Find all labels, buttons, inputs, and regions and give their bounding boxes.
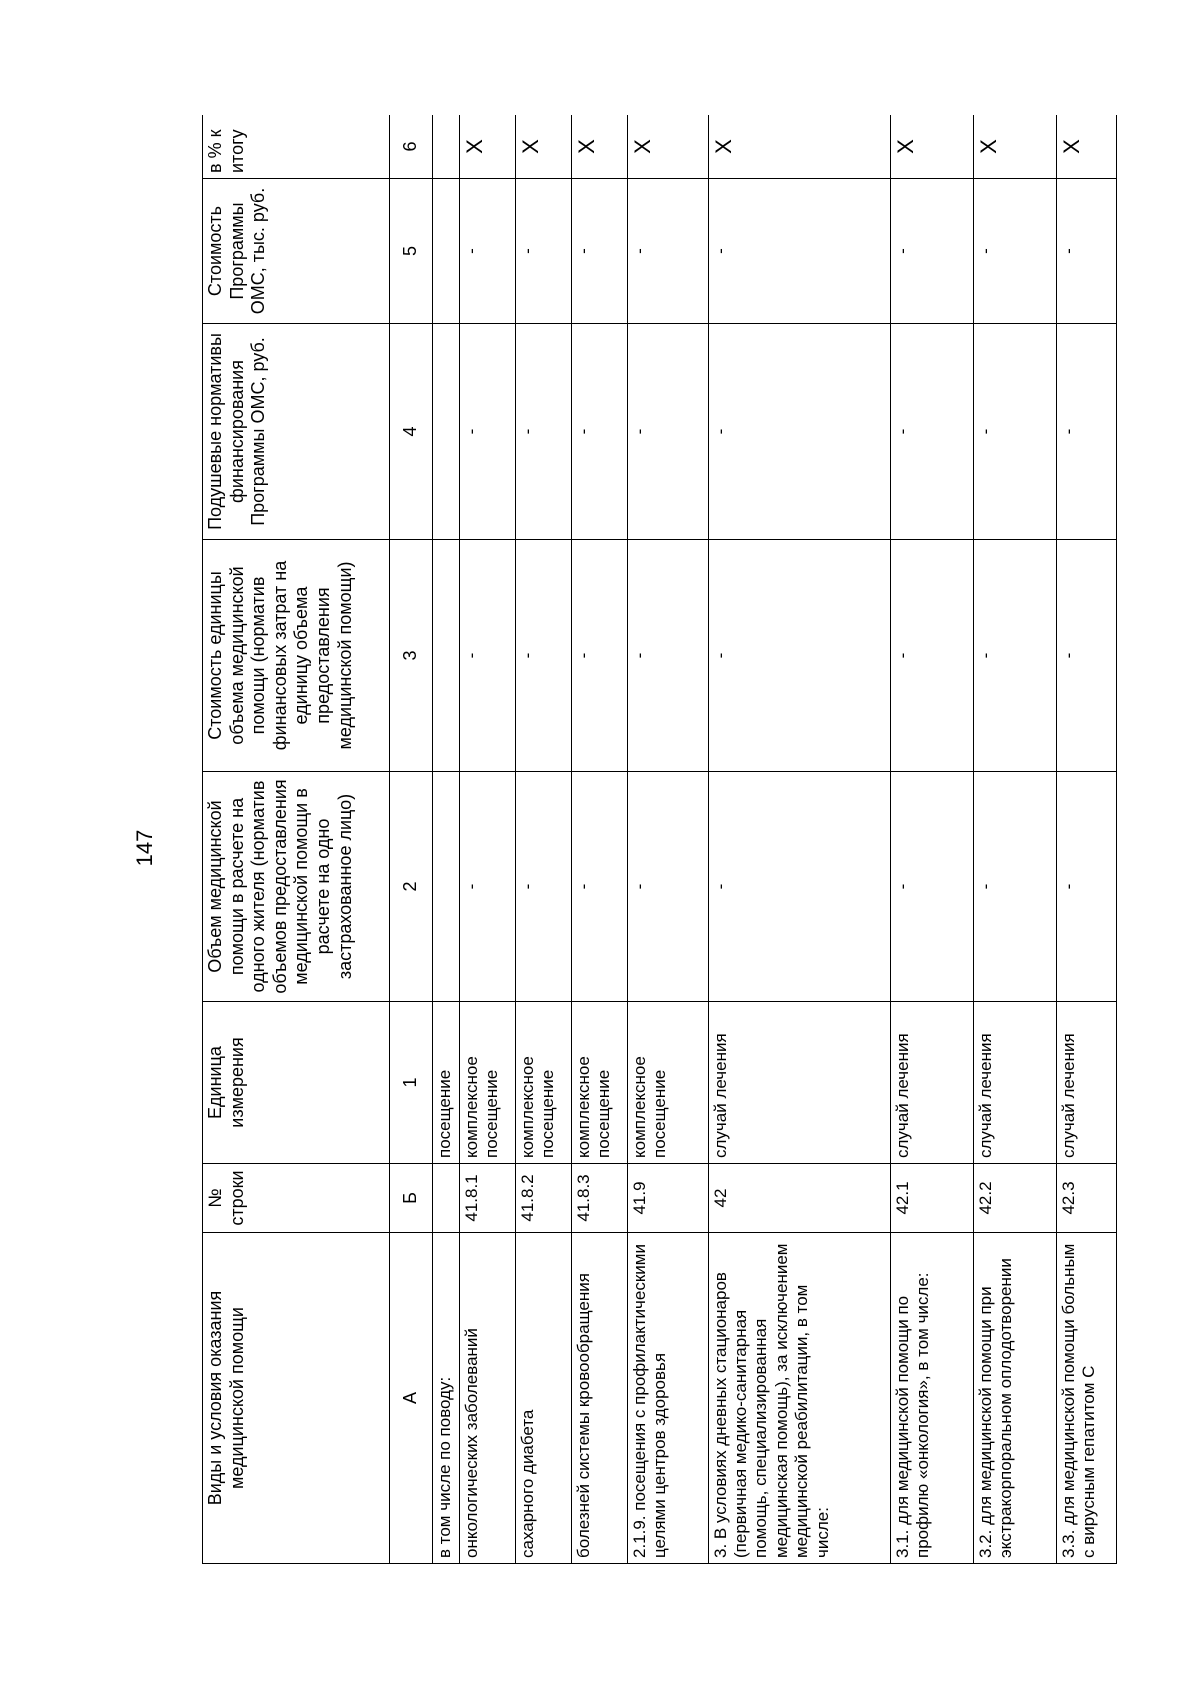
header-line-number: № строки bbox=[203, 1164, 390, 1233]
row-volume: - bbox=[973, 772, 1056, 1002]
row-program-cost: - bbox=[973, 179, 1056, 324]
header-program-cost: Стоимость Программы ОМС, тыс. руб. bbox=[203, 179, 390, 324]
table-row bbox=[891, 115, 974, 1564]
row-per-capita: - bbox=[973, 324, 1056, 540]
row-unit: случай лечения bbox=[708, 1002, 890, 1164]
row-unit: комплексное посещение bbox=[627, 1002, 708, 1164]
row-name: сахарного диабета bbox=[515, 1233, 571, 1564]
row-program-cost: - bbox=[708, 179, 890, 324]
col-num-1: 1 bbox=[389, 1002, 433, 1164]
row-per-capita: - bbox=[627, 324, 708, 540]
row-percent: X bbox=[515, 115, 571, 179]
row-unit: случай лечения bbox=[891, 1002, 974, 1164]
row-line: 42 bbox=[708, 1164, 890, 1233]
row-percent: X bbox=[459, 115, 515, 179]
row-unit: комплексное посещение bbox=[459, 1002, 515, 1164]
rotated-table-frame bbox=[202, 115, 1117, 1564]
row-line: 41.8.3 bbox=[571, 1164, 627, 1233]
row-percent: X bbox=[627, 115, 708, 179]
row-unit-cost: - bbox=[459, 540, 515, 772]
header-unit-cost: Стоимость единицы объема медицинской помощи (норматив финансовых затрат на единицу объема предоставления медицинской помощи) bbox=[203, 540, 390, 772]
col-num-b: Б bbox=[389, 1164, 433, 1233]
row-unit-cost: - bbox=[515, 540, 571, 772]
row-line: 41.8.2 bbox=[515, 1164, 571, 1233]
table-row bbox=[1056, 115, 1116, 1564]
row-program-cost: - bbox=[627, 179, 708, 324]
col-num-6: 6 bbox=[389, 115, 433, 179]
row-program-cost: - bbox=[515, 179, 571, 324]
row-percent: X bbox=[571, 115, 627, 179]
subheader-text: в том числе по поводу: bbox=[433, 1233, 460, 1564]
row-name: 2.1.9. посещения с профилактическими целями центров здоровья bbox=[627, 1233, 708, 1564]
subheader-empty-3 bbox=[433, 540, 460, 772]
row-line: 42.3 bbox=[1056, 1164, 1116, 1233]
row-percent: X bbox=[708, 115, 890, 179]
col-num-5: 5 bbox=[389, 179, 433, 324]
table-row bbox=[515, 115, 571, 1564]
row-line: 42.2 bbox=[973, 1164, 1056, 1233]
subheader-unit: посещение bbox=[433, 1002, 460, 1164]
row-volume: - bbox=[571, 772, 627, 1002]
header-unit: Единица измерения bbox=[203, 1002, 390, 1164]
row-program-cost: - bbox=[459, 179, 515, 324]
col-num-3: 3 bbox=[389, 540, 433, 772]
subheader-empty-6 bbox=[433, 115, 460, 179]
table-row bbox=[708, 115, 890, 1564]
row-percent: X bbox=[973, 115, 1056, 179]
row-unit-cost: - bbox=[973, 540, 1056, 772]
table-row bbox=[627, 115, 708, 1564]
col-num-4: 4 bbox=[389, 324, 433, 540]
header-row bbox=[203, 115, 390, 1564]
row-unit: случай лечения bbox=[1056, 1002, 1116, 1164]
subheader-empty-4 bbox=[433, 324, 460, 540]
column-number-row bbox=[389, 115, 433, 1564]
row-unit-cost: - bbox=[891, 540, 974, 772]
row-unit-cost: - bbox=[627, 540, 708, 772]
row-program-cost: - bbox=[891, 179, 974, 324]
row-unit-cost: - bbox=[571, 540, 627, 772]
header-volume: Объем медицинской помощи в расчете на одного жителя (норматив объемов предоставления медицинской помощи в расчете на одно застрахованное лицо) bbox=[203, 772, 390, 1002]
row-name: онкологических заболеваний bbox=[459, 1233, 515, 1564]
table-row bbox=[459, 115, 515, 1564]
row-volume: - bbox=[891, 772, 974, 1002]
subheader-empty-5 bbox=[433, 179, 460, 324]
row-volume: - bbox=[708, 772, 890, 1002]
row-volume: - bbox=[515, 772, 571, 1002]
row-name: 3.1. для медицинской помощи по профилю «онкология», в том числе: bbox=[891, 1233, 974, 1564]
page-number: 147 bbox=[132, 829, 157, 867]
row-name: 3.3. для медицинской помощи больным с вирусным гепатитом С bbox=[1056, 1233, 1116, 1564]
row-name: 3.2. для медицинской помощи при экстракорпоральном оплодотворении bbox=[973, 1233, 1056, 1564]
row-line: 41.8.1 bbox=[459, 1164, 515, 1233]
col-num-a: А bbox=[389, 1233, 433, 1564]
row-volume: - bbox=[627, 772, 708, 1002]
row-program-cost: - bbox=[1056, 179, 1116, 324]
header-care-type: Виды и условия оказания медицинской помощи bbox=[203, 1233, 390, 1564]
financing-table bbox=[202, 115, 1117, 1564]
row-volume: - bbox=[459, 772, 515, 1002]
row-unit: случай лечения bbox=[973, 1002, 1056, 1164]
row-per-capita: - bbox=[459, 324, 515, 540]
row-percent: X bbox=[891, 115, 974, 179]
row-per-capita: - bbox=[891, 324, 974, 540]
table-row bbox=[973, 115, 1056, 1564]
row-program-cost: - bbox=[571, 179, 627, 324]
row-name: 3. В условиях дневных стационаров (первичная медико-санитарная помощь, специализированная медицинская помощь), за исключением медицинской реабилитации, в том числе: bbox=[708, 1233, 890, 1564]
row-unit-cost: - bbox=[708, 540, 890, 772]
subheader-row bbox=[433, 115, 460, 1564]
row-percent: X bbox=[1056, 115, 1116, 179]
row-per-capita: - bbox=[708, 324, 890, 540]
row-unit: комплексное посещение bbox=[571, 1002, 627, 1164]
row-line: 41.9 bbox=[627, 1164, 708, 1233]
header-percent: в % к итогу bbox=[203, 115, 390, 179]
row-name: болезней системы кровообращения bbox=[571, 1233, 627, 1564]
row-per-capita: - bbox=[1056, 324, 1116, 540]
row-per-capita: - bbox=[571, 324, 627, 540]
table-row bbox=[571, 115, 627, 1564]
header-per-capita: Подушевые нормативы финансирования Программы ОМС, руб. bbox=[203, 324, 390, 540]
row-unit: комплексное посещение bbox=[515, 1002, 571, 1164]
row-per-capita: - bbox=[515, 324, 571, 540]
col-num-2: 2 bbox=[389, 772, 433, 1002]
subheader-line bbox=[433, 1164, 460, 1233]
row-line: 42.1 bbox=[891, 1164, 974, 1233]
row-unit-cost: - bbox=[1056, 540, 1116, 772]
row-volume: - bbox=[1056, 772, 1116, 1002]
table-container bbox=[202, 115, 1117, 1564]
subheader-empty-2 bbox=[433, 772, 460, 1002]
